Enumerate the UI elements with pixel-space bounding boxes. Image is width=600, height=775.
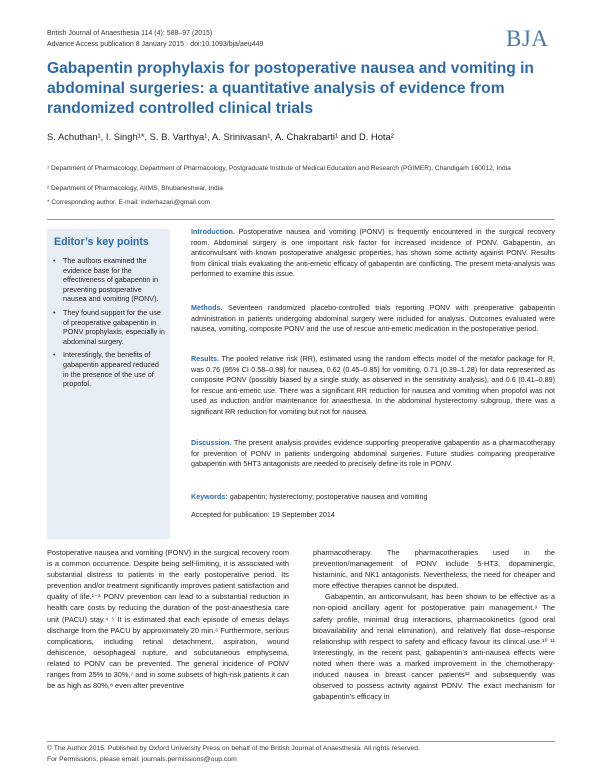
accepted-date: Accepted for publication: 19 September 2014	[191, 510, 335, 519]
permissions-notice[interactable]: For Permissions, please email: journals.permissions@oup.com	[47, 756, 237, 763]
author-list: S. Achuthan¹, I. Singh¹*, S. B. Varthya¹, A. Srinivasan¹, A. Chakrabarti¹ and D. Hota²	[47, 131, 394, 142]
affiliation-1: ¹ Department of Pharmacology, Department of Pharmacology, Postgraduate Institute of Medical Education and Research (PGIMER), Chandigarh 160012, India	[47, 165, 511, 172]
key-point-item: • Interestingly, the benefits of gabapentin appeared reduced in the presence of the use of propofol.	[53, 350, 165, 388]
body-paragraph: Gabapentin, an anticonvulsant, has been shown to be effective as a non-opioid ancillary agent for postoperative pain management.⁹ The safety profile, minimal drug interactions, pharmacokinetics (good oral bioavailability and renal elimination), and relatively flat dose–response relationship with respect to safety and efficacy favour its clinical use.¹⁰ ¹¹ Interestingly, in the recent past, gabapentin’s anti-nausea effects were noted when there was a marked improvement in the chemotherapy-induced nausea in breast cancer patients¹² and subsequently was observed to possess activity against PONV. The exact mechanism for gabapentin’s efficacy in	[313, 592, 555, 702]
body-column-left	[47, 547, 289, 691]
keywords-label: Keywords:	[191, 492, 228, 501]
editors-key-points-title: Editor’s key points	[54, 236, 149, 248]
body-column-right	[313, 547, 555, 702]
body-paragraph: pharmacotherapy. The pharmacotherapies used in the prevention/management of PONV include 5-HT3, dopaminergic, histaminic, and NK1 antagonists. Nevertheless, the need for cheaper and more effective therapies cannot be disputed.	[313, 548, 555, 591]
keywords	[191, 492, 555, 503]
journal-logo: BJA	[506, 26, 549, 51]
affiliation-2: ² Department of Pharmacology, AIIMS, Bhubaneshwar, India	[47, 185, 223, 192]
introduction-label: Introduction.	[191, 227, 235, 236]
discussion-label: Discussion.	[191, 438, 232, 447]
introduction-text: Postoperative nausea and vomiting (PONV) is frequently encountered in the surgical recovery room. Abdominal surgery is one important risk factor for increased incidence of PONV. Gabapentin, an anticonvulsant with known postoperative analgesic properties, has shown some activity against PONV. Results from clinical trials evaluating the anti-emetic efficacy of gabapentin are conflicting. The present meta-analysis was performed to examine this issue.	[191, 227, 555, 278]
copyright-notice: © The Author 2015. Published by Oxford University Press on behalf of the British Journal of Anaesthesia. All rights reserved.	[47, 745, 420, 752]
article-title: Gabapentin prophylaxis for postoperative nausea and vomiting in abdominal surgeries: a quantitative analysis of evidence from randomized controlled clinical trials	[47, 60, 534, 117]
methods-label: Methods.	[191, 303, 223, 312]
key-point-item: • They found support for the use of preoperative gabapentin in PONV prophylaxis, especially in abdominal surgery.	[53, 308, 165, 346]
body-paragraph: Postoperative nausea and vomiting (PONV) in the surgical recovery room is a common occurrence. Despite being self-limiting, it is associated with substantial distress to patients in the early postoperative period. Its prevention and/or treatment significantly improves patient satisfaction and quality of life.¹⁻³ PONV prevention can lead to a substantial reduction in health care costs by reducing the duration of the post-anaesthesia care unit (PACU) stay.⁴ ⁵ It is estimated that each episode of emesis delays discharge from the PACU by approximately 20 min.⁶ Furthermore, serious complications, including retinal detachment, aspiration, wound dehiscence, oesophageal rupture, and subcutaneous emphysema, related to PONV can be prevented. The general incidence of PONV ranges from 25% to 30%,⁷ and in some subsets of high-risk patients it can be as high as 80%,⁸ even after preventive	[47, 548, 289, 691]
abstract-introduction	[191, 227, 555, 280]
abstract-results	[191, 354, 555, 417]
header-divider	[47, 219, 555, 220]
footer-divider	[47, 741, 555, 742]
results-label: Results.	[191, 354, 219, 363]
journal-citation: British Journal of Anaesthesia 114 (4): 588–97 (2015)	[47, 30, 213, 37]
corresponding-author[interactable]: * Corresponding author. E-mail: inderhazari@gmail.com	[47, 199, 211, 206]
abstract-discussion	[191, 438, 555, 470]
abstract-methods	[191, 303, 555, 335]
key-point-item: • The authors examined the evidence base for the effectiveness of gabapentin in preventing postoperative nausea and vomiting (PONV).	[53, 256, 165, 304]
discussion-text: The present analysis provides evidence supporting preoperative gabapentin as a pharmacotherapy for prevention of PONV in patients undergoing abdominal surgeries. Future studies comparing preoperative gabapentin with 5HT3 antagonists are needed to precisely define its role in PONV.	[191, 438, 555, 468]
doi-line[interactable]: Advance Access publication 8 January 2015 · doi:10.1093/bja/aeu449	[47, 41, 264, 48]
results-text: The pooled relative risk (RR), estimated using the random effects model of the metafor package for R, was 0.76 (95% CI 0.58–0.98) for nausea, 0.62 (0.45–0.85) for vomiting, 0.71 (0.39–1.28) for data represented as composite PONV (possibly biased by a single study, as observed in the sensitivity analysis), and 0.6 (0.41–0.89) for rescue anti-emetic use. There was a significant RR reduction for nausea and vomiting when propofol was not used as induction and/or maintenance for anaesthesia. In the abdominal hysterectomy subgroup, there was a significant RR reduction for vomiting but not for nausea.	[191, 354, 555, 416]
keywords-text: gabapentin; hysterectomy; postoperative nausea and vomiting	[227, 492, 428, 501]
methods-text: Seventeen randomized placebo-controlled trials reporting PONV with preoperative gabapentin administration in patients undergoing abdominal surgery were included for analysis. Outcomes evaluated were nausea, vomiting, composite PONV and the use of rescue anti-emetic medication in the postoperative period.	[191, 303, 555, 333]
key-points-list	[53, 256, 165, 393]
